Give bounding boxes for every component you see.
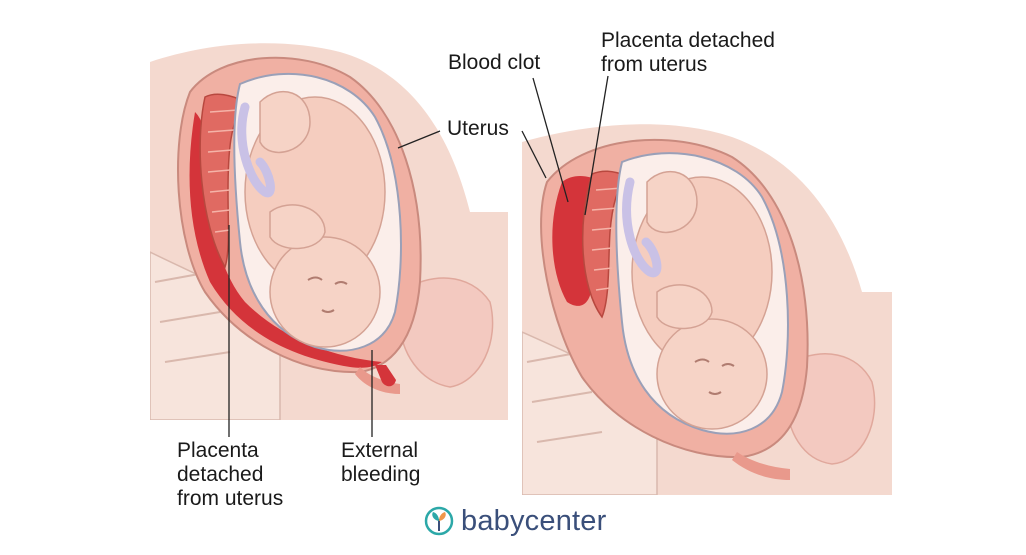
uterus-cross-section-right xyxy=(522,112,892,495)
label-line: Placenta xyxy=(177,439,259,462)
illustration-external-bleeding xyxy=(150,22,508,420)
uterus-cross-section-left xyxy=(150,22,508,420)
label-blood-clot: Blood clot xyxy=(448,51,541,74)
label-line: from uterus xyxy=(177,487,284,510)
label-line: External xyxy=(341,439,419,462)
brand-name: babycenter xyxy=(461,504,607,537)
label-line: from uterus xyxy=(601,53,708,76)
baby-head xyxy=(270,237,380,347)
brand-logo xyxy=(424,504,607,538)
illustration-concealed-bleeding xyxy=(522,112,892,495)
label-external-bleeding xyxy=(341,439,420,487)
label-line: bleeding xyxy=(341,463,421,486)
babycenter-leaf-icon xyxy=(424,505,454,537)
label-uterus: Uterus xyxy=(447,117,509,140)
label-placenta-detached-left xyxy=(177,439,283,511)
label-line: detached xyxy=(177,463,264,486)
baby-head xyxy=(657,319,767,429)
label-line: Placenta detached xyxy=(601,29,775,52)
label-placenta-detached-right xyxy=(601,29,775,77)
